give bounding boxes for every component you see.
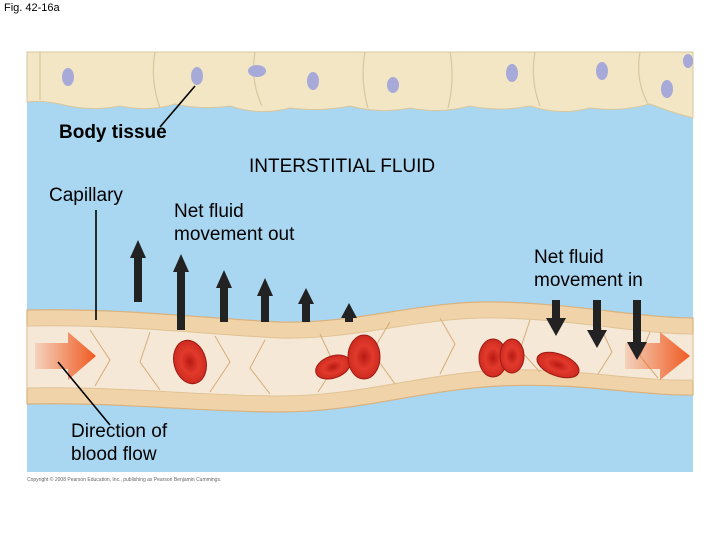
body-tissue-label: Body tissue	[59, 122, 167, 143]
figure-label: Fig. 42-16a	[4, 2, 60, 14]
net-fluid-out-label: Net fluid movement out	[174, 201, 295, 245]
capillary-label: Capillary	[49, 185, 123, 206]
blood-flow-direction-label: Direction of blood flow	[71, 421, 168, 465]
interstitial-fluid-label: INTERSTITIAL FLUID	[249, 156, 436, 177]
red-blood-cell	[500, 339, 524, 373]
copyright-notice: Copyright © 2008 Pearson Education, Inc., publishing as Pearson Benjamin Cummings.	[27, 477, 222, 483]
net-fluid-in-label: Net fluid movement in	[534, 247, 643, 291]
red-blood-cell	[348, 335, 380, 379]
